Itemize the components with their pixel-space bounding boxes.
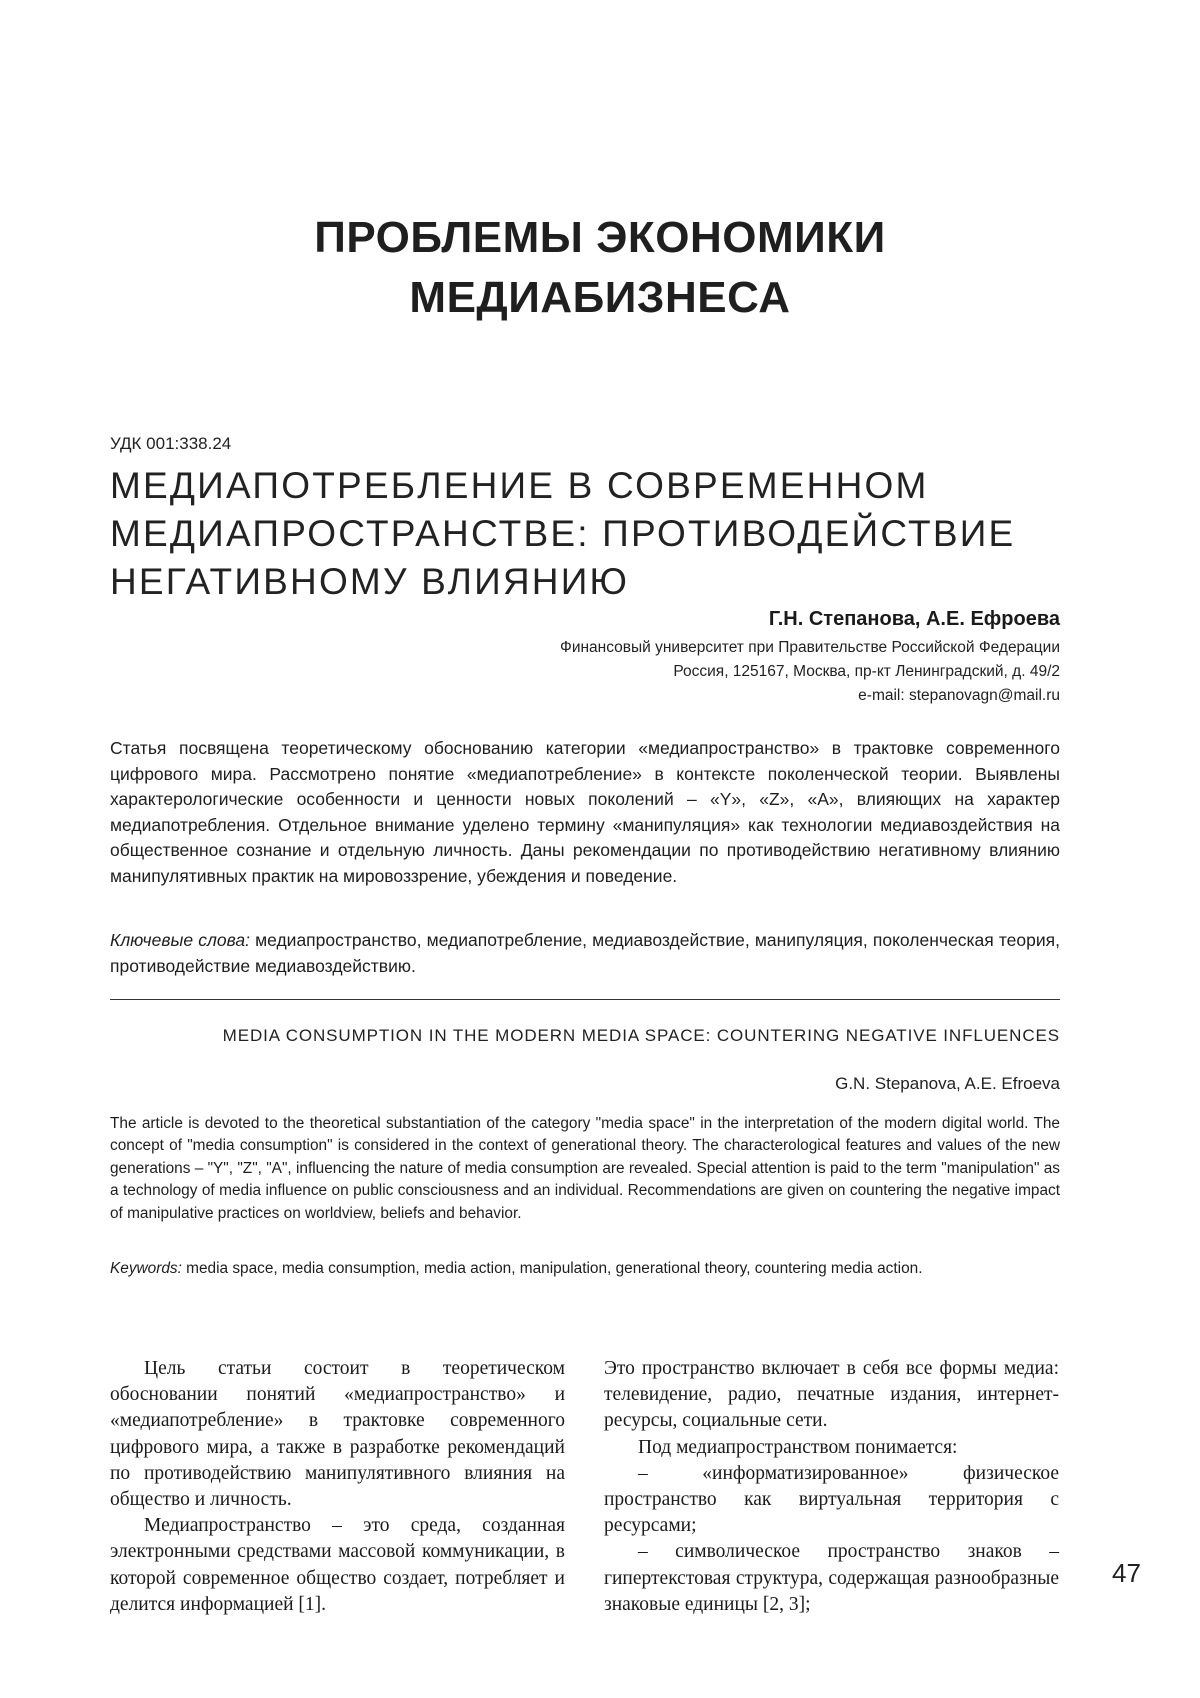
abstract-ru (110, 736, 1060, 890)
article-title (110, 462, 1070, 606)
body-list-item: – символическое пространство знаков – гипертекстовая структура, содержащая разнообразные знаковые единицы [2, 3]; (604, 1541, 1059, 1615)
section-heading-line-2: МЕДИАБИЗНЕСА (409, 273, 791, 322)
article-title-line-1: МЕДИАПОТРЕБЛЕНИЕ В СОВРЕМЕННОМ (110, 465, 929, 506)
body-column-right (604, 1356, 1059, 1618)
body-paragraph: Медиапространство – это среда, созданная электронными средствами массовой коммуникации, в которой современное общество создает, потребляет и делится информацией [1]. (110, 1515, 565, 1615)
english-authors: G.N. Stepanova, A.E. Efroeva (835, 1074, 1060, 1093)
section-heading (0, 208, 1200, 328)
keywords-ru-label: Ключевые слова: (110, 930, 250, 950)
body-paragraph: Это пространство включает в себя все формы медиа: телевидение, радио, печатные издания, интернет-ресурсы, социальные сети. (604, 1358, 1059, 1432)
udk-code: УДК 001:338.24 (110, 434, 232, 453)
page-number: 47 (1112, 1558, 1141, 1588)
body-list-item: – «информатизированное» физическое пространство как виртуальная территория с ресурсами; (604, 1462, 1059, 1537)
keywords-en-label: Keywords: (110, 1260, 182, 1277)
affiliation (560, 636, 1060, 708)
keywords-en-text: media space, media consumption, media action, manipulation, generational theory, countering media action. (181, 1260, 923, 1277)
abstract-ru-text: Статья посвящена теоретическому обоснованию категории «медиапространство» в трактовке современного цифрового мира. Рассмотрено понятие «медиапотребление» в контексте поколенческой теории. Выявлены характерологические особенности и ценности новых поколений – «Y», «Z», «A», влияющих на характер медиапотребления. Отдельное внимание уделено термину «манипуляция» как технологии медиавоздействия на общественное сознание и отдельную личность. Даны рекомендации по противодействию негативному влиянию манипулятивных практик на мировоззрение, убеждения и поведение. (110, 738, 1060, 886)
article-title-line-3: НЕГАТИВНОМУ ВЛИЯНИЮ (110, 561, 630, 602)
keywords-en (110, 1258, 1060, 1280)
affiliation-institution: Финансовый университет при Правительстве Российской Федерации (560, 639, 1060, 656)
affiliation-email: e-mail: stepanovagn@mail.ru (858, 687, 1060, 704)
body-paragraph: Цель статьи состоит в теоретическом обосновании понятий «медиапространство» и «медиапотребление» в трактовке современного цифрового мира, а также в разработке рекомендаций по противодействию манипулятивного влияния на общество и личность. (110, 1358, 565, 1511)
body-paragraph: Под медиапространством понимается: (638, 1436, 958, 1458)
section-heading-line-1: ПРОБЛЕМЫ ЭКОНОМИКИ (314, 213, 886, 262)
abstract-en: The article is devoted to the theoretical substantiation of the category "media space" in the interpretation of the modern digital world. The concept of "media consumption" is considered in the context of generational theory. The characterological features and values of the new generations – "Y", "Z", "A", influencing the nature of media consumption are revealed. Special attention is paid to the term "manipulation" as a technology of media influence on public consciousness and an individual. Recommendations are given on countering the negative impact of manipulative practices on worldview, beliefs and behavior. (110, 1115, 1060, 1222)
article-title-line-2: МЕДИАПРОСТРАНСТВЕ: ПРОТИВОДЕЙСТВИЕ (110, 513, 1016, 554)
keywords-ru (110, 928, 1060, 979)
english-title: MEDIA CONSUMPTION IN THE MODERN MEDIA SPACE: COUNTERING NEGATIVE INFLUENCES (222, 1026, 1060, 1045)
section-divider (110, 999, 1060, 1000)
affiliation-address: Россия, 125167, Москва, пр-кт Ленинградский, д. 49/2 (673, 663, 1060, 680)
body-column-left (110, 1356, 565, 1618)
keywords-ru-text: медиапространство, медиапотребление, медиавоздействие, манипуляция, поколенческая теория, противодействие медиавоздействию. (110, 930, 1060, 976)
article-authors: Г.Н. Степанова, А.Е. Ефроева (768, 608, 1060, 630)
